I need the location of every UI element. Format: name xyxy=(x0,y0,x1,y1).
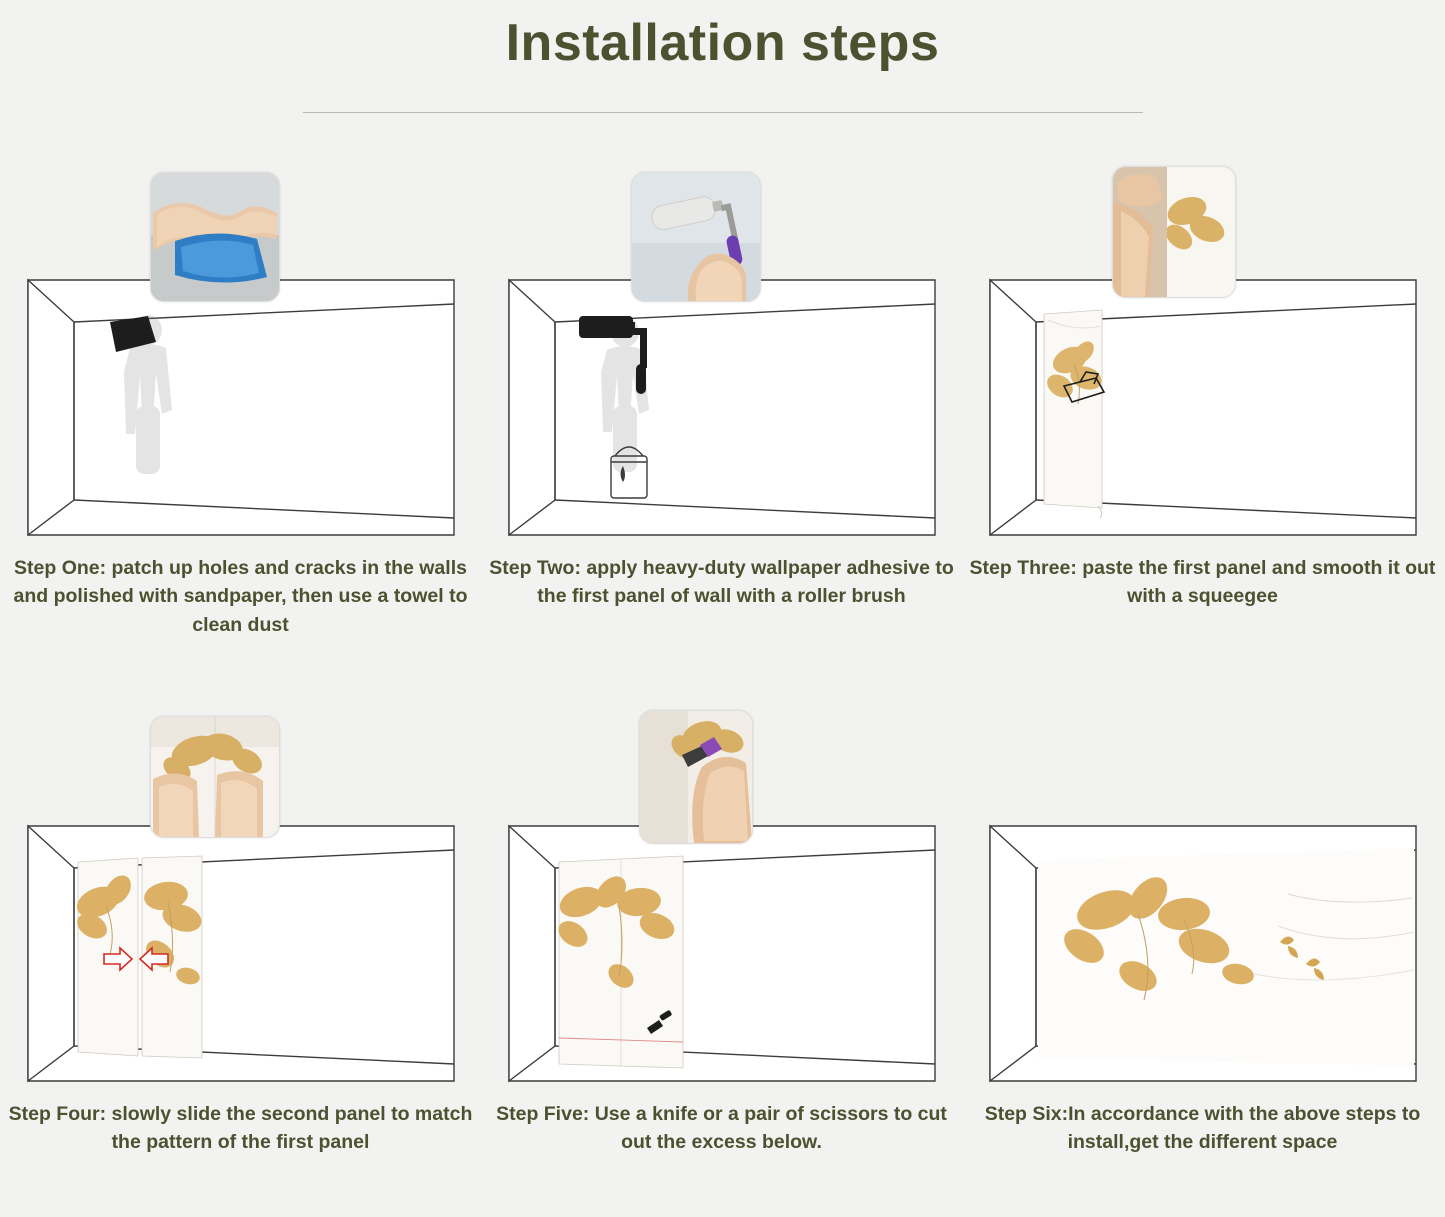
steps-grid xyxy=(0,150,1445,1216)
step-card-six xyxy=(962,696,1443,1216)
photo-hand-with-cloth xyxy=(150,172,280,302)
photo-cutting-with-knife xyxy=(639,710,753,844)
room-outline-icon xyxy=(988,806,1418,1096)
room-illustration-four xyxy=(26,806,456,1096)
photo-hand-with-roller xyxy=(631,172,761,302)
photo-applying-panel xyxy=(1112,166,1236,298)
room-outline-icon xyxy=(26,806,456,1096)
finished-mural-icon xyxy=(1038,848,1414,1066)
steps-row-2 xyxy=(0,696,1445,1216)
step-caption-four: Step Four: slowly slide the second panel to match the pattern of the first panel xyxy=(8,1103,473,1154)
step-card-three xyxy=(962,150,1443,670)
room-outline-icon xyxy=(507,260,937,550)
step-card-four xyxy=(0,696,481,1216)
room-outline-icon xyxy=(507,806,937,1096)
room-illustration-three xyxy=(988,260,1418,550)
room-illustration-six xyxy=(988,806,1418,1096)
photo-two-hands-smoothing xyxy=(150,716,280,838)
room-outline-icon xyxy=(26,260,456,550)
step-caption-one: Step One: patch up holes and cracks in the walls and polished with sandpaper, then use a towel to clean dust xyxy=(13,557,468,636)
step-caption-five: Step Five: Use a knife or a pair of scissors to cut out the excess below. xyxy=(496,1103,947,1154)
room-illustration-two xyxy=(507,260,937,550)
room-outline-icon xyxy=(988,260,1418,550)
step-caption-six: Step Six:In accordance with the above steps to install,get the different space xyxy=(984,1103,1421,1154)
first-panel xyxy=(1042,310,1104,518)
step-card-two xyxy=(481,150,962,670)
step-card-one xyxy=(0,150,481,670)
step-card-five xyxy=(481,696,962,1216)
steps-row-1 xyxy=(0,150,1445,670)
title-divider xyxy=(303,112,1143,113)
step-caption-two: Step Two: apply heavy-duty wallpaper adhesive to the first panel of wall with a roller brush xyxy=(489,557,954,608)
room-illustration-one xyxy=(26,260,456,550)
pasted-panels xyxy=(553,856,682,1068)
step-caption-three: Step Three: paste the first panel and smooth it out with a squeegee xyxy=(969,557,1436,608)
page-title: Installation steps xyxy=(505,14,940,72)
room-illustration-five xyxy=(507,806,937,1096)
